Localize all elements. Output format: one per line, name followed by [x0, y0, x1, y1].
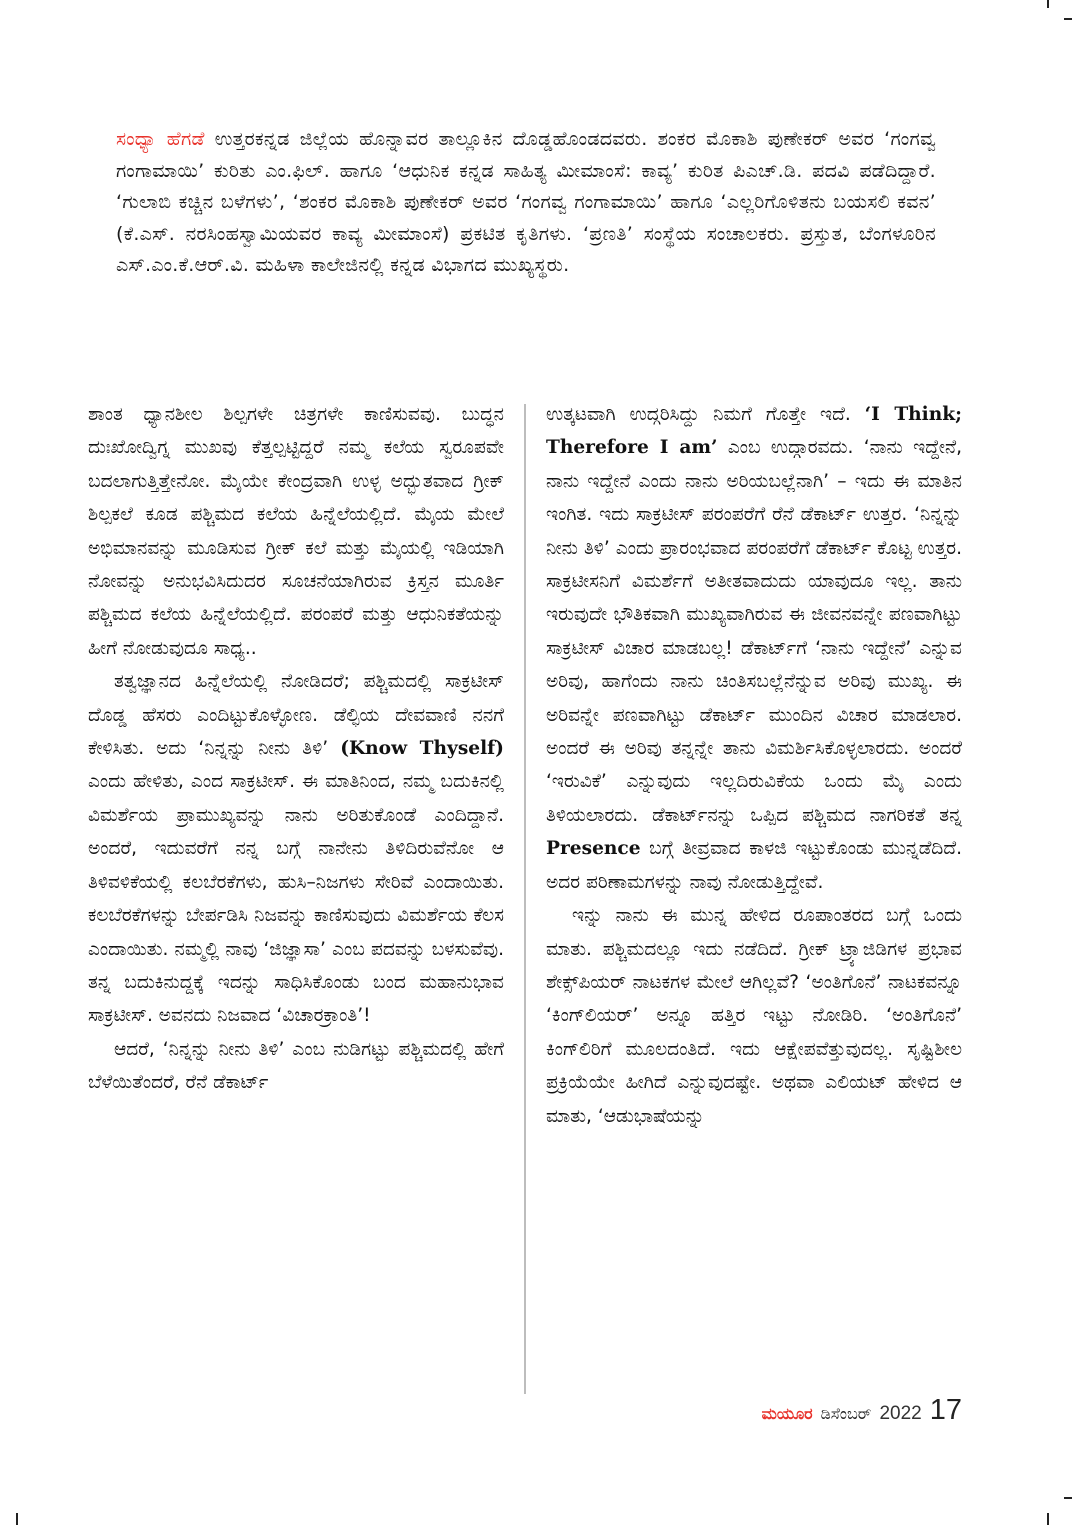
page-number: 17: [929, 1394, 962, 1426]
crop-mark: [1047, 1513, 1049, 1525]
paragraph: ಆದರೆ, ‘ನಿನ್ನನ್ನು ನೀನು ತಿಳಿ’ ಎಂಬ ನುಡಿಗಟ್ಟು ಪಶ್ಚಿಮದಲ್ಲಿ ಹೇಗೆ ಬೆಳೆಯಿತೆಂದರೆ, ರೆನೆ ಡೆಕಾರ್ಟ್: [88, 1038, 504, 1094]
article-column-left: [88, 398, 504, 1100]
paragraph: [546, 398, 962, 899]
paragraph: ಶಾಂತ ಧ್ಯಾನಶೀಲ ಶಿಲ್ಪಗಳೇ ಚಿತ್ರಗಳೇ ಕಾಣಿಸುವವು. ಬುದ್ಧನ ದುಃಖೋದ್ವಿಗ್ನ ಮುಖವು ಕೆತ್ತಲ್ಪಟ್ಟಿದ್ದರೆ ನಮ್ಮ ಕಲೆಯ ಸ್ವರೂಪವೇ ಬದಲಾಗುತ್ತಿತ್ತೇನೋ. ಮೈಯೇ ಕೇಂದ್ರವಾಗಿ ಉಳ್ಳ ಅದ್ಭುತವಾದ ಗ್ರೀಕ್ ಶಿಲ್ಪಕಲೆ ಕೂಡ ಪಶ್ಚಿಮದ ಕಲೆಯ ಹಿನ್ನೆಲೆಯಲ್ಲಿದೆ. ಮೈಯ ಮೇಲೆ ಅಭಿಮಾನವನ್ನು ಮೂಡಿಸುವ ಗ್ರೀಕ್ ಕಲೆ ಮತ್ತು ಮೈಯಲ್ಲಿ ಇಡಿಯಾಗಿ ನೋವನ್ನು ಅನುಭವಿಸಿದುದರ ಸೂಚನೆಯಾಗಿರುವ ಕ್ರಿಸ್ತನ ಮೂರ್ತಿ ಪಶ್ಚಿಮದ ಕಲೆಯ ಹಿನ್ನೆಲೆಯಲ್ಲಿದೆ. ಪರಂಪರೆ ಮತ್ತು ಆಧುನಿಕತೆಯನ್ನು ಹೀಗೆ ನೋಡುವುದೂ ಸಾಧ್ಯ..: [88, 404, 504, 659]
issue-year: 2022: [879, 1403, 922, 1424]
paragraph: ಇನ್ನು ನಾನು ಈ ಮುನ್ನ ಹೇಳಿದ ರೂಪಾಂತರದ ಬಗ್ಗೆ ಒಂದು ಮಾತು. ಪಶ್ಚಿಮದಲ್ಲೂ ಇದು ನಡೆದಿದೆ. ಗ್ರೀಕ್ ಟ್ರ್ಯಾಜಿಡಿಗಳ ಪ್ರಭಾವ ಶೇಕ್ಸ್‌ಪಿಯರ್ ನಾಟಕಗಳ ಮೇಲೆ ಆಗಿಲ್ಲವೆ? ‘ಅಂತಿಗೊನೆ’ ನಾಟಕವನ್ನೂ ‘ಕಿಂಗ್‌ಲಿಯರ್’ ಅನ್ನೂ ಹತ್ತಿರ ಇಟ್ಟು ನೋಡಿರಿ. ‘ಅಂತಿಗೊನೆ’ ಕಿಂಗ್‌ಲಿರಿಗೆ ಮೂಲದಂತಿದೆ. ಇದು ಆಕ್ಷೇಪವೆತ್ತುವುದಲ್ಲ. ಸೃಷ್ಟಿಶೀಲ ಪ್ರಕ್ರಿಯೆಯೇ ಹೀಗಿದೆ ಎನ್ನುವುದಷ್ಟೇ. ಅಥವಾ ಎಲಿಯಟ್ ಹೇಳಿದ ಆ ಮಾತು, ‘ಆಡುಭಾಷೆಯನ್ನು: [546, 905, 962, 1127]
issue-month: ಡಿಸೆಂಬರ್: [820, 1404, 872, 1423]
magazine-logo: ಮಯೂರ: [761, 1404, 813, 1423]
english-quote: ‘I Think; Therefore I am’: [546, 404, 962, 459]
paragraph-text: ತತ್ವಜ್ಞಾನದ ಹಿನ್ನೆಲೆಯಲ್ಲಿ ನೋಡಿದರೆ; ಪಶ್ಚಿಮದಲ್ಲಿ ಸಾಕ್ರಟೀಸ್ ದೊಡ್ಡ ಹೆಸರು ಎಂದಿಟ್ಟುಕೊಳ್ಳೋಣ. ಡೆಲ್ಫಿಯ ದೇವವಾಣಿ ನನಗೆ ಕೇಳಿಸಿತು. ಅದು ‘ನಿನ್ನನ್ನು ನೀನು ತಿಳಿ’: [88, 671, 504, 760]
paragraph-text: ಬಗ್ಗೆ ತೀವ್ರವಾದ ಕಾಳಜಿ ಇಟ್ಟುಕೊಂಡು ಮುನ್ನಡೆದಿದೆ. ಅದರ ಪರಿಣಾಮಗಳನ್ನು ನಾವು ನೋಡುತ್ತಿದ್ದೇವೆ.: [546, 838, 962, 893]
paragraph: [88, 665, 504, 1032]
english-word: Presence: [546, 838, 641, 860]
article-column-right: [546, 398, 962, 1133]
crop-mark: [1064, 1497, 1072, 1499]
crop-mark: [1064, 18, 1072, 20]
author-name: ಸಂಧ್ಯಾ ಹೆಗಡೆ: [116, 128, 205, 150]
page-footer: [762, 1394, 962, 1430]
paragraph-text: ಎಂಬ ಉದ್ಗಾರವದು. ‘ನಾನು ಇದ್ದೇನೆ, ನಾನು ಇದ್ದೇನೆ ಎಂದು ನಾನು ಅರಿಯಬಲ್ಲೆನಾಗಿ’ – ಇದು ಈ ಮಾತಿನ ಇಂಗಿತ. ಇದು ಸಾಕ್ರಟೀಸ್ ಪರಂಪರೆಗೆ ರೆನೆ ಡೆಕಾರ್ಟ್ ಉತ್ತರ. ‘ನಿನ್ನನ್ನು ನೀನು ತಿಳಿ’ ಎಂದು ಪ್ರಾರಂಭವಾದ ಪರಂಪರೆಗೆ ಡೆಕಾರ್ಟ್ ಕೊಟ್ಟ ಉತ್ತರ. ಸಾಕ್ರಟೀಸನಿಗೆ ವಿಮರ್ಶೆಗೆ ಅತೀತವಾದುದು ಯಾವುದೂ ಇಲ್ಲ. ತಾನು ಇರುವುದೇ ಭೌತಿಕವಾಗಿ ಮುಖ್ಯವಾಗಿರುವ ಈ ಜೀವನವನ್ನೇ ಪಣವಾಗಿಟ್ಟು ಸಾಕ್ರಟೀಸ್ ವಿಚಾರ ಮಾಡಬಲ್ಲ! ಡೆಕಾರ್ಟ್‌ಗೆ ‘ನಾನು ಇದ್ದೇನೆ’ ಎನ್ನುವ ಅರಿವು, ಹಾಗೆಂದು ನಾನು ಚಿಂತಿಸಬಲ್ಲೆನೆನ್ನುವ ಅರಿವು ಮುಖ್ಯ. ಈ ಅರಿವನ್ನೇ ಪಣವಾಗಿಟ್ಟು ಡೆಕಾರ್ಟ್ ಮುಂದಿನ ವಿಚಾರ ಮಾಡಲಾರ. ಅಂದರೆ ಈ ಅರಿವು ತನ್ನನ್ನೇ ತಾನು ವಿಮರ್ಶಿಸಿಕೊಳ್ಳಲಾರದು. ಅಂದರೆ ‘ಇರುವಿಕೆ’ ಎನ್ನುವುದು ಇಲ್ಲದಿರುವಿಕೆಯ ಒಂದು ಮೈ ಎಂದು ತಿಳಿಯಲಾರದು. ಡೆಕಾರ್ಟ್‌ನನ್ನು ಒಪ್ಪಿದ ಪಶ್ಚಿಮದ ನಾಗರಿಕತೆ ತನ್ನ: [546, 437, 962, 826]
crop-mark: [16, 1513, 18, 1525]
author-bio-text: ಉತ್ತರಕನ್ನಡ ಜಿಲ್ಲೆಯ ಹೊನ್ನಾವರ ತಾಲ್ಲೂಕಿನ ದೊಡ್ಡಹೊಂಡದವರು. ಶಂಕರ ಮೊಕಾಶಿ ಪುಣೇಕರ್ ಅವರ ‘ಗಂಗವ್ವ ಗಂಗಾಮಾಯಿ’ ಕುರಿತು ಎಂ.ಫಿಲ್. ಹಾಗೂ ‘ಆಧುನಿಕ ಕನ್ನಡ ಸಾಹಿತ್ಯ ಮೀಮಾಂಸೆ: ಕಾವ್ಯ’ ಕುರಿತ ಪಿಎಚ್.ಡಿ. ಪದವಿ ಪಡೆದಿದ್ದಾರೆ. ‘ಗುಲಾಬಿ ಕಚ್ಚಿನ ಬಳೆಗಳು’, ‘ಶಂಕರ ಮೊಕಾಶಿ ಪುಣೇಕರ್ ಅವರ ‘ಗಂಗವ್ವ ಗಂಗಾಮಾಯಿ’ ಹಾಗೂ ‘ಎಲ್ಲರಿಗೊಳಿತನು ಬಯಸಲಿ ಕವನ’ (ಕೆ.ಎಸ್. ನರಸಿಂಹಸ್ವಾಮಿಯವರ ಕಾವ್ಯ ಮೀಮಾಂಸೆ) ಪ್ರಕಟಿತ ಕೃತಿಗಳು. ‘ಪ್ರಣತಿ’ ಸಂಸ್ಥೆಯ ಸಂಚಾಲಕರು. ಪ್ರಸ್ತುತ, ಬೆಂಗಳೂರಿನ ಎಸ್.ಎಂ.ಕೆ.ಆರ್.ವಿ. ಮಹಿಳಾ ಕಾಲೇಜಿನಲ್ಲಿ ಕನ್ನಡ ವಿಭಾಗದ ಮುಖ್ಯಸ್ಥರು.: [116, 128, 936, 276]
paragraph-text: ಉತ್ಕಟವಾಗಿ ಉದ್ಗರಿಸಿದ್ದು ನಿಮಗೆ ಗೊತ್ತೇ ಇದೆ.: [546, 404, 865, 425]
english-phrase: (Know Thyself): [340, 738, 504, 760]
crop-mark: [1047, 0, 1049, 8]
paragraph-text: ಎಂದು ಹೇಳಿತು, ಎಂದ ಸಾಕ್ರಟೀಸ್. ಈ ಮಾತಿನಿಂದ, ನಮ್ಮ ಬದುಕಿನಲ್ಲಿ ವಿಮರ್ಶೆಯ ಪ್ರಾಮುಖ್ಯವನ್ನು ನಾನು ಅರಿತುಕೊಂಡೆ ಎಂದಿದ್ದಾನೆ. ಅಂದರೆ, ಇದುವರೆಗೆ ನನ್ನ ಬಗ್ಗೆ ನಾನೇನು ತಿಳಿದಿರುವೆನೋ ಆ ತಿಳಿವಳಿಕೆಯಲ್ಲಿ ಕಲಬೆರಕೆಗಳು, ಹುಸಿ–ನಿಜಗಳು ಸೇರಿವೆ ಎಂದಾಯಿತು. ಕಲಬೆರಕೆಗಳನ್ನು ಬೇರ್ಪಡಿಸಿ ನಿಜವನ್ನು ಕಾಣಿಸುವುದು ವಿಮರ್ಶೆಯ ಕೆಲಸ ಎಂದಾಯಿತು. ನಮ್ಮಲ್ಲಿ ನಾವು ‘ಜಿಜ್ಞಾಸಾ’ ಎಂಬ ಪದವನ್ನು ಬಳಸುವೆವು. ತನ್ನ ಬದುಕಿನುದ್ದಕ್ಕೆ ಇದನ್ನು ಸಾಧಿಸಿಕೊಂಡು ಬಂದ ಮಹಾನುಭಾವ ಸಾಕ್ರಟೀಸ್. ಅವನದು ನಿಜವಾದ ‘ವಿಚಾರಕ್ರಾಂತಿ’!: [88, 771, 504, 1027]
column-divider: [524, 404, 526, 1394]
author-bio: [116, 124, 936, 282]
